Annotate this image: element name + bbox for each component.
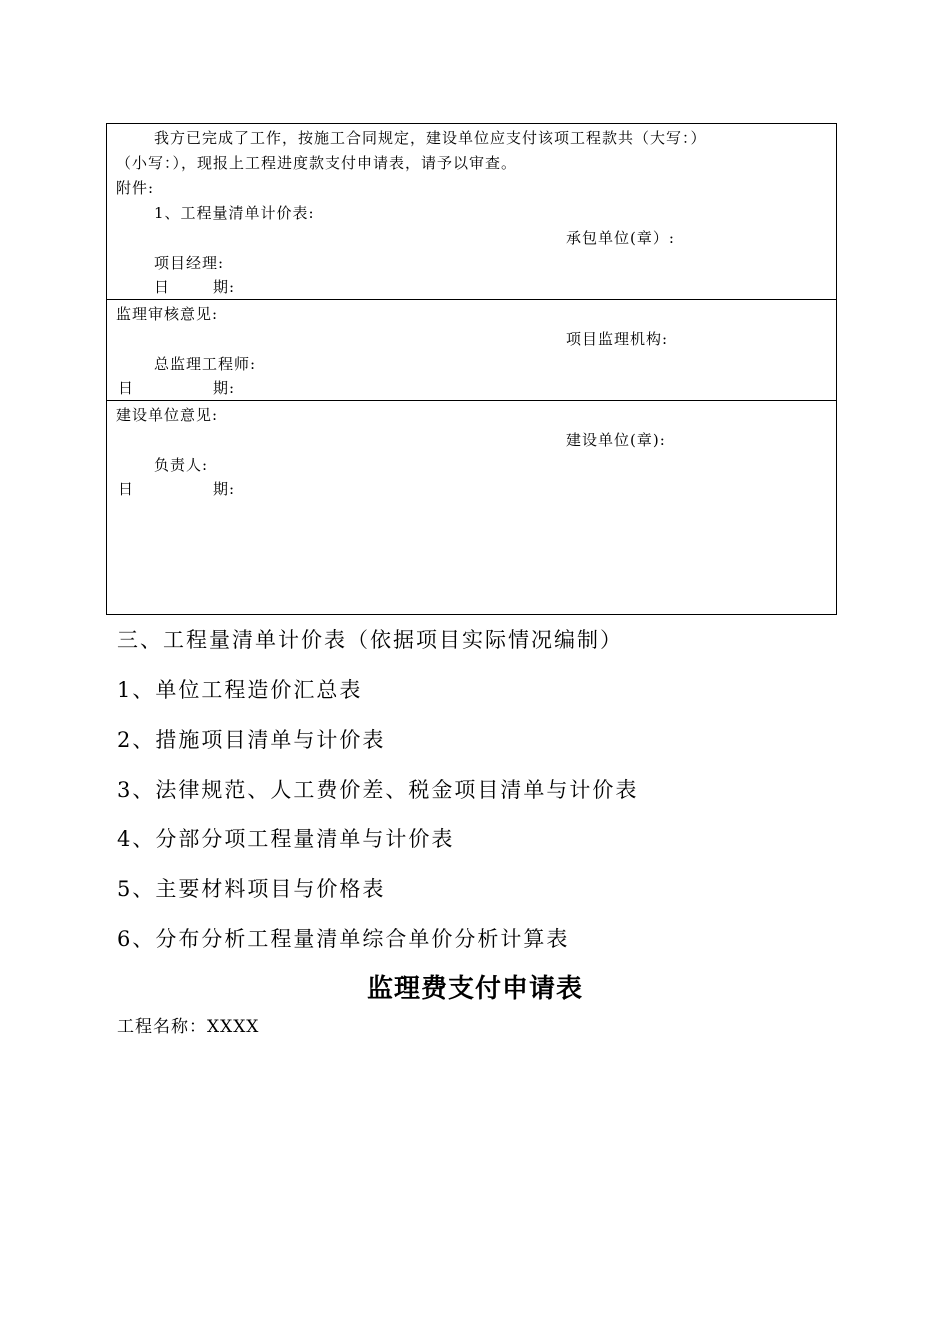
- owner-seal-label: 建设单位(章):: [566, 431, 666, 449]
- contractor-section: [107, 124, 836, 300]
- date-label-char1: 日: [154, 278, 171, 296]
- date-label-char2: 期:: [213, 480, 236, 498]
- owner-section: [107, 401, 836, 614]
- list-item: 4、分部分项工程量清单与计价表: [117, 827, 455, 851]
- list-item: 5、主要材料项目与价格表: [117, 877, 386, 901]
- attachments-label: 附件:: [116, 179, 155, 197]
- owner-opinion-label: 建设单位意见:: [116, 406, 219, 424]
- document-title: 监理费支付申请表: [366, 974, 583, 1004]
- project-name-field: 工程名称：XXXX: [117, 1017, 260, 1037]
- project-manager-label: 项目经理:: [154, 254, 225, 272]
- contractor-seal-label: 承包单位(章）:: [566, 229, 675, 247]
- person-in-charge-label: 负责人:: [154, 456, 209, 474]
- supervisor-opinion-label: 监理审核意见:: [116, 305, 219, 323]
- date-label-char1: 日: [118, 379, 135, 397]
- date-label-char2: 期:: [213, 379, 236, 397]
- payment-application-form: [106, 123, 837, 615]
- date-label-char1: 日: [118, 480, 135, 498]
- list-item: 3、法律规范、人工费价差、税金项目清单与计价表: [117, 778, 639, 802]
- supervision-org-label: 项目监理机构:: [566, 330, 669, 348]
- statement-line-1: 我方已完成了工作，按施工合同规定，建设单位应支付该项工程款共（大写：）: [154, 129, 707, 147]
- list-item: 1、单位工程造价汇总表: [117, 678, 363, 702]
- list-item: 6、分布分析工程量清单综合单价分析计算表: [117, 927, 570, 951]
- date-label-char2: 期:: [213, 278, 236, 296]
- supervisor-section: [107, 300, 836, 401]
- attachment-item-1: 1、工程量清单计价表:: [154, 204, 315, 222]
- chief-engineer-label: 总监理工程师:: [154, 355, 257, 373]
- section-heading: 三、工程量清单计价表（依据项目实际情况编制）: [117, 628, 623, 652]
- statement-line-2: （小写：），现报上工程进度款支付申请表，请予以审查。: [116, 154, 518, 172]
- list-item: 2、措施项目清单与计价表: [117, 728, 386, 752]
